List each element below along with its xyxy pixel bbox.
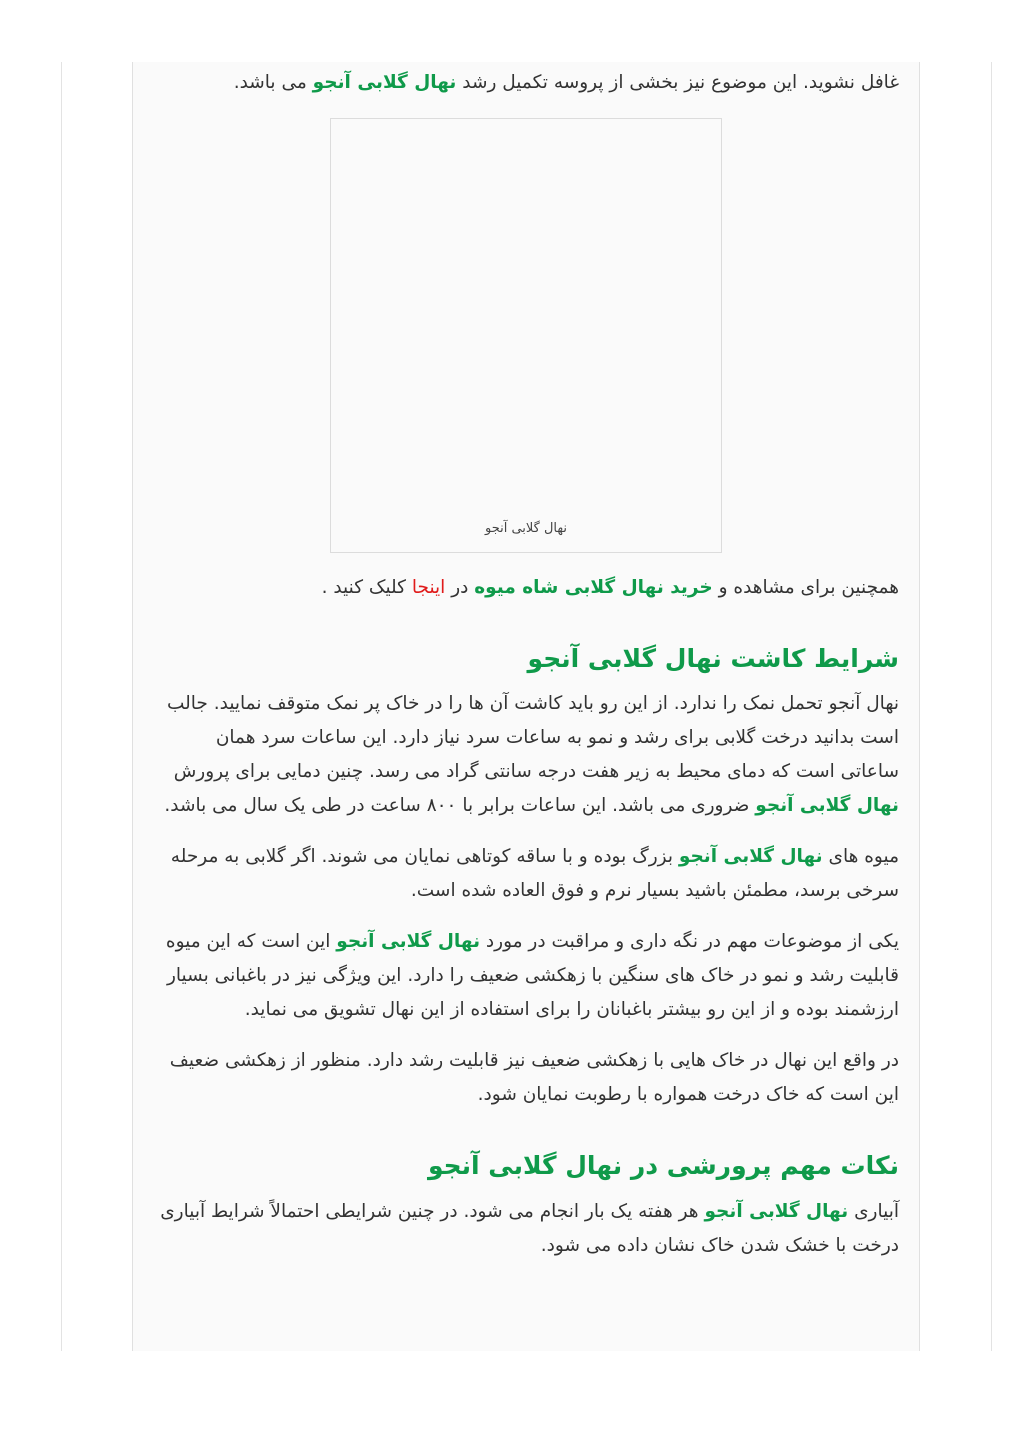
fruit-paragraph: میوه های نهال گلابی آنجو بزرگ بوده و با ساقه کوتاهی نمایان می شوند. اگر گلابی به مرحله سرخی برسد، مطمئن باشید بسیار نرم و فوق العاده شده است. — [170, 846, 899, 901]
page-border-left — [61, 62, 62, 1351]
section-heading-tips: نکات مهم پرورشی در نهال گلابی آنجو — [427, 1151, 899, 1180]
article-image — [330, 118, 722, 553]
drainage-paragraph: در واقع این نهال در خاک هایی با زهکشی ضعیف نیز قابلیت رشد دارد. منظور از زهکشی ضعیف این است که خاک درخت همواره با رطوبت نمایان شود. — [169, 1050, 899, 1105]
here-link[interactable]: اینجا — [411, 577, 446, 598]
image-caption: نهال گلابی آنجو — [484, 521, 568, 536]
section-heading-planting: شرایط کاشت نهال گلابی آنجو — [527, 644, 899, 673]
intro-paragraph: غافل نشوید. این موضوع نیز بخشی از پروسه تکمیل رشد نهال گلابی آنجو می باشد. — [233, 72, 899, 93]
care-paragraph: یکی از موضوعات مهم در نگه داری و مراقبت در مورد نهال گلابی آنجو این است که این میوه قابلیت رشد و نمو در خاک های سنگین با زهکشی ضعیف را دارد. این ویژگی نیز در باغبانی بسیار ارزشمند بوده و از این رو بیشتر باغبانان را برای استفاده از این نهال تشویق می نماید. — [165, 931, 899, 1020]
article-content — [132, 62, 920, 1351]
buy-shah-mive-link[interactable]: خرید نهال گلابی شاه میوه — [474, 577, 713, 598]
keyword-highlight: نهال گلابی آنجو — [704, 1201, 849, 1222]
keyword-highlight: نهال گلابی آنجو — [312, 72, 457, 93]
keyword-highlight: نهال گلابی آنجو — [336, 931, 481, 952]
buy-paragraph: همچنین برای مشاهده و خرید نهال گلابی شاه میوه در اینجا کلیک کنید . — [321, 577, 899, 598]
watering-paragraph: آبیاری نهال گلابی آنجو هر هفته یک بار انجام می شود. در چنین شرایطی احتمالاً شرایط آبیاری درخت با خشک شدن خاک نشان داده می شود. — [160, 1201, 899, 1256]
page-border-right — [991, 62, 992, 1351]
planting-paragraph: نهال آنجو تحمل نمک را ندارد. از این رو باید کاشت آن ها را در خاک پر نمک متوقف نمایید. جالب است بدانید درخت گلابی برای رشد و نمو به ساعات سرد نیاز دارد. این ساعات سرد همان ساعاتی است که دمای محیط به زیر هفت درجه سانتی گراد می رسد. چنین دمایی برای پرورش نهال گلابی آنجو ضروری می باشد. این ساعات برابر با ۸۰۰ ساعت در طی یک سال می باشد. — [164, 693, 899, 816]
keyword-highlight: نهال گلابی آنجو — [678, 846, 823, 867]
keyword-highlight: نهال گلابی آنجو — [755, 795, 899, 816]
